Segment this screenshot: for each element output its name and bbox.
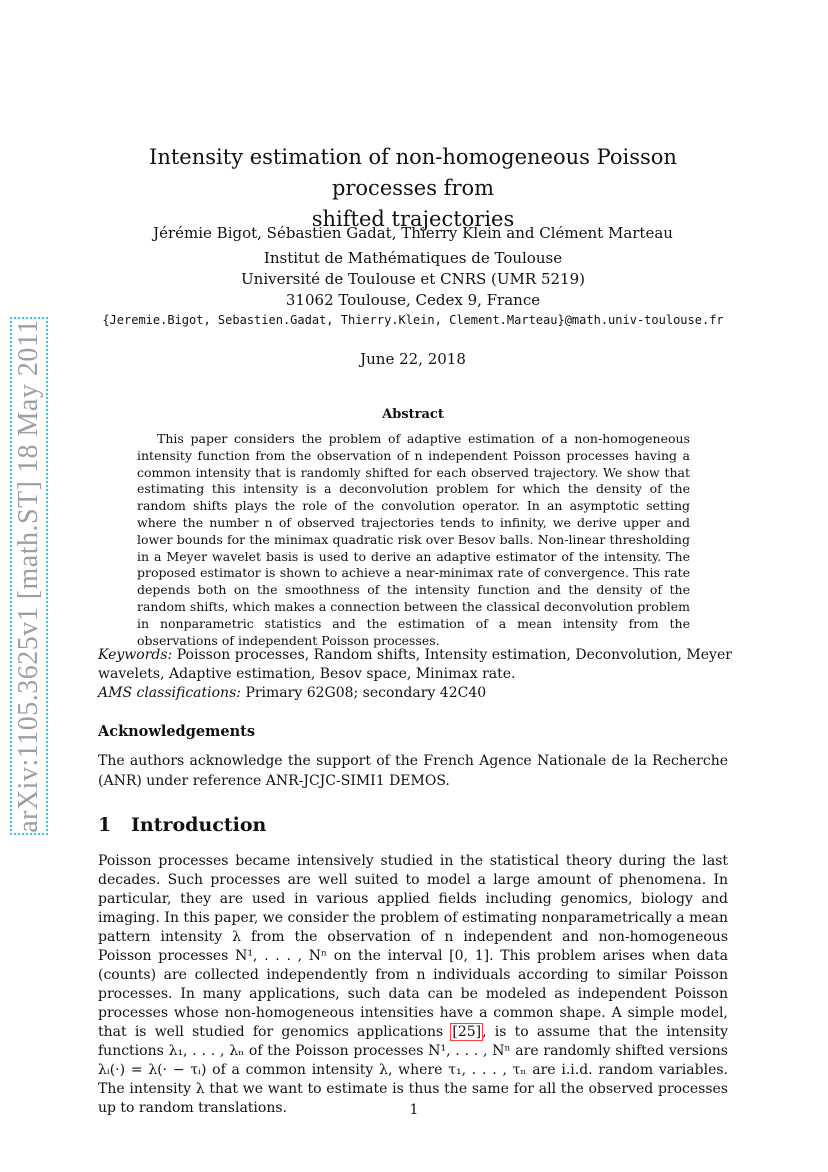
- affiliation-address: 31062 Toulouse, Cedex 9, France: [285, 291, 541, 309]
- authors: Jérémie Bigot, Sébastien Gadat, Thierry Klein and Clément Marteau: [153, 224, 673, 242]
- intro-text-after-cite: , is to assume that the intensity functions λ₁, . . . , λₙ of the Poisson processes N¹, . . . , Nⁿ are randomly shifted versions λᵢ(·) = λ(· − τᵢ) of a common intensity λ, where τ₁, . . . , τₙ are i.i.d. random variables. The intensity λ that we want to estimate is thus the same for all the observed processes up to random translations.: [98, 1024, 729, 1116]
- section-number: 1: [98, 814, 112, 836]
- paper-date: June 22, 2018: [360, 350, 466, 368]
- acknowledgements-text: The authors acknowledge the support of the French Agence Nationale de la Recherche (ANR) under reference ANR-JCJC-SIMI1 DEMOS.: [98, 753, 728, 789]
- acknowledgements-heading: Acknowledgements: [98, 723, 256, 740]
- section-title: Introduction: [131, 814, 267, 836]
- ams-text: Primary 62G08; secondary 42C40: [245, 685, 487, 701]
- keywords-block: [98, 646, 743, 703]
- citation-link[interactable]: [25]: [452, 1024, 482, 1040]
- title-line-1: Intensity estimation of non-homogeneous Poisson processes from: [149, 145, 677, 200]
- abstract-text: This paper considers the problem of adaptive estimation of a non-homogeneous intensity function from the observation of n independent Poisson processes having a common intensity that is randomly shifted for each observed trajectory. We show that estimating this intensity is a deconvolution problem for which the density of the random shifts plays the role of the convolution operator. In an asymptotic setting where the number n of observed trajectories tends to infinity, we derive upper and lower bounds for the minimax quadratic risk over Besov balls. Non-linear thresholding in a Meyer wavelet basis is used to derive an adaptive estimator of the intensity. The proposed estimator is shown to achieve a near-minimax rate of convergence. This rate depends both on the smoothness of the intensity function and the density of the random shifts, which makes a connection between the classical deconvolution problem in nonparametric statistics and the estimation of a mean intensity from the observations of independent Poisson processes.: [137, 431, 690, 648]
- arxiv-stamp: [10, 317, 48, 835]
- title-line-2: shifted trajectories: [311, 207, 515, 231]
- ams-label: AMS classifications:: [98, 685, 241, 701]
- affiliation: [98, 248, 728, 311]
- arxiv-stamp-text: arXiv:1105.3625v1 [math.ST] 18 May 2011: [13, 319, 44, 833]
- page-number: 1: [409, 1102, 419, 1118]
- abstract-heading: Abstract: [382, 407, 444, 422]
- affiliation-university: Université de Toulouse et CNRS (UMR 5219): [241, 270, 585, 288]
- keywords-label: Keywords:: [98, 647, 173, 663]
- section-heading-introduction: [98, 814, 266, 836]
- affiliation-institute: Institut de Mathématiques de Toulouse: [263, 249, 563, 267]
- author-emails: {Jeremie.Bigot, Sebastien.Gadat, Thierry.Klein, Clement.Marteau}@math.univ-toulouse.fr: [102, 313, 724, 327]
- intro-text-before-cite: Poisson processes became intensively studied in the statistical theory during the last decades. Such processes are well suited to model a large amount of phenomena. In particular, they are used in various applied fields including genomics, biology and imaging. In this paper, we consider the problem of estimating nonparametrically a mean pattern intensity λ from the observation of n independent and non-homogeneous Poisson processes N¹, . . . , Nⁿ on the interval [0, 1]. This problem arises when data (counts) are collected independently from n individuals according to similar Poisson processes. In many applications, such data can be modeled as independent Poisson processes whose non-homogeneous intensities have a common shape. A simple model, that is well studied for genomics applications: [98, 853, 728, 1040]
- introduction-paragraph: [98, 852, 728, 1118]
- keywords-text: Poisson processes, Random shifts, Intensity estimation, Deconvolution, Meyer wavelets, Adaptive estimation, Besov space, Minimax rate.: [98, 647, 732, 682]
